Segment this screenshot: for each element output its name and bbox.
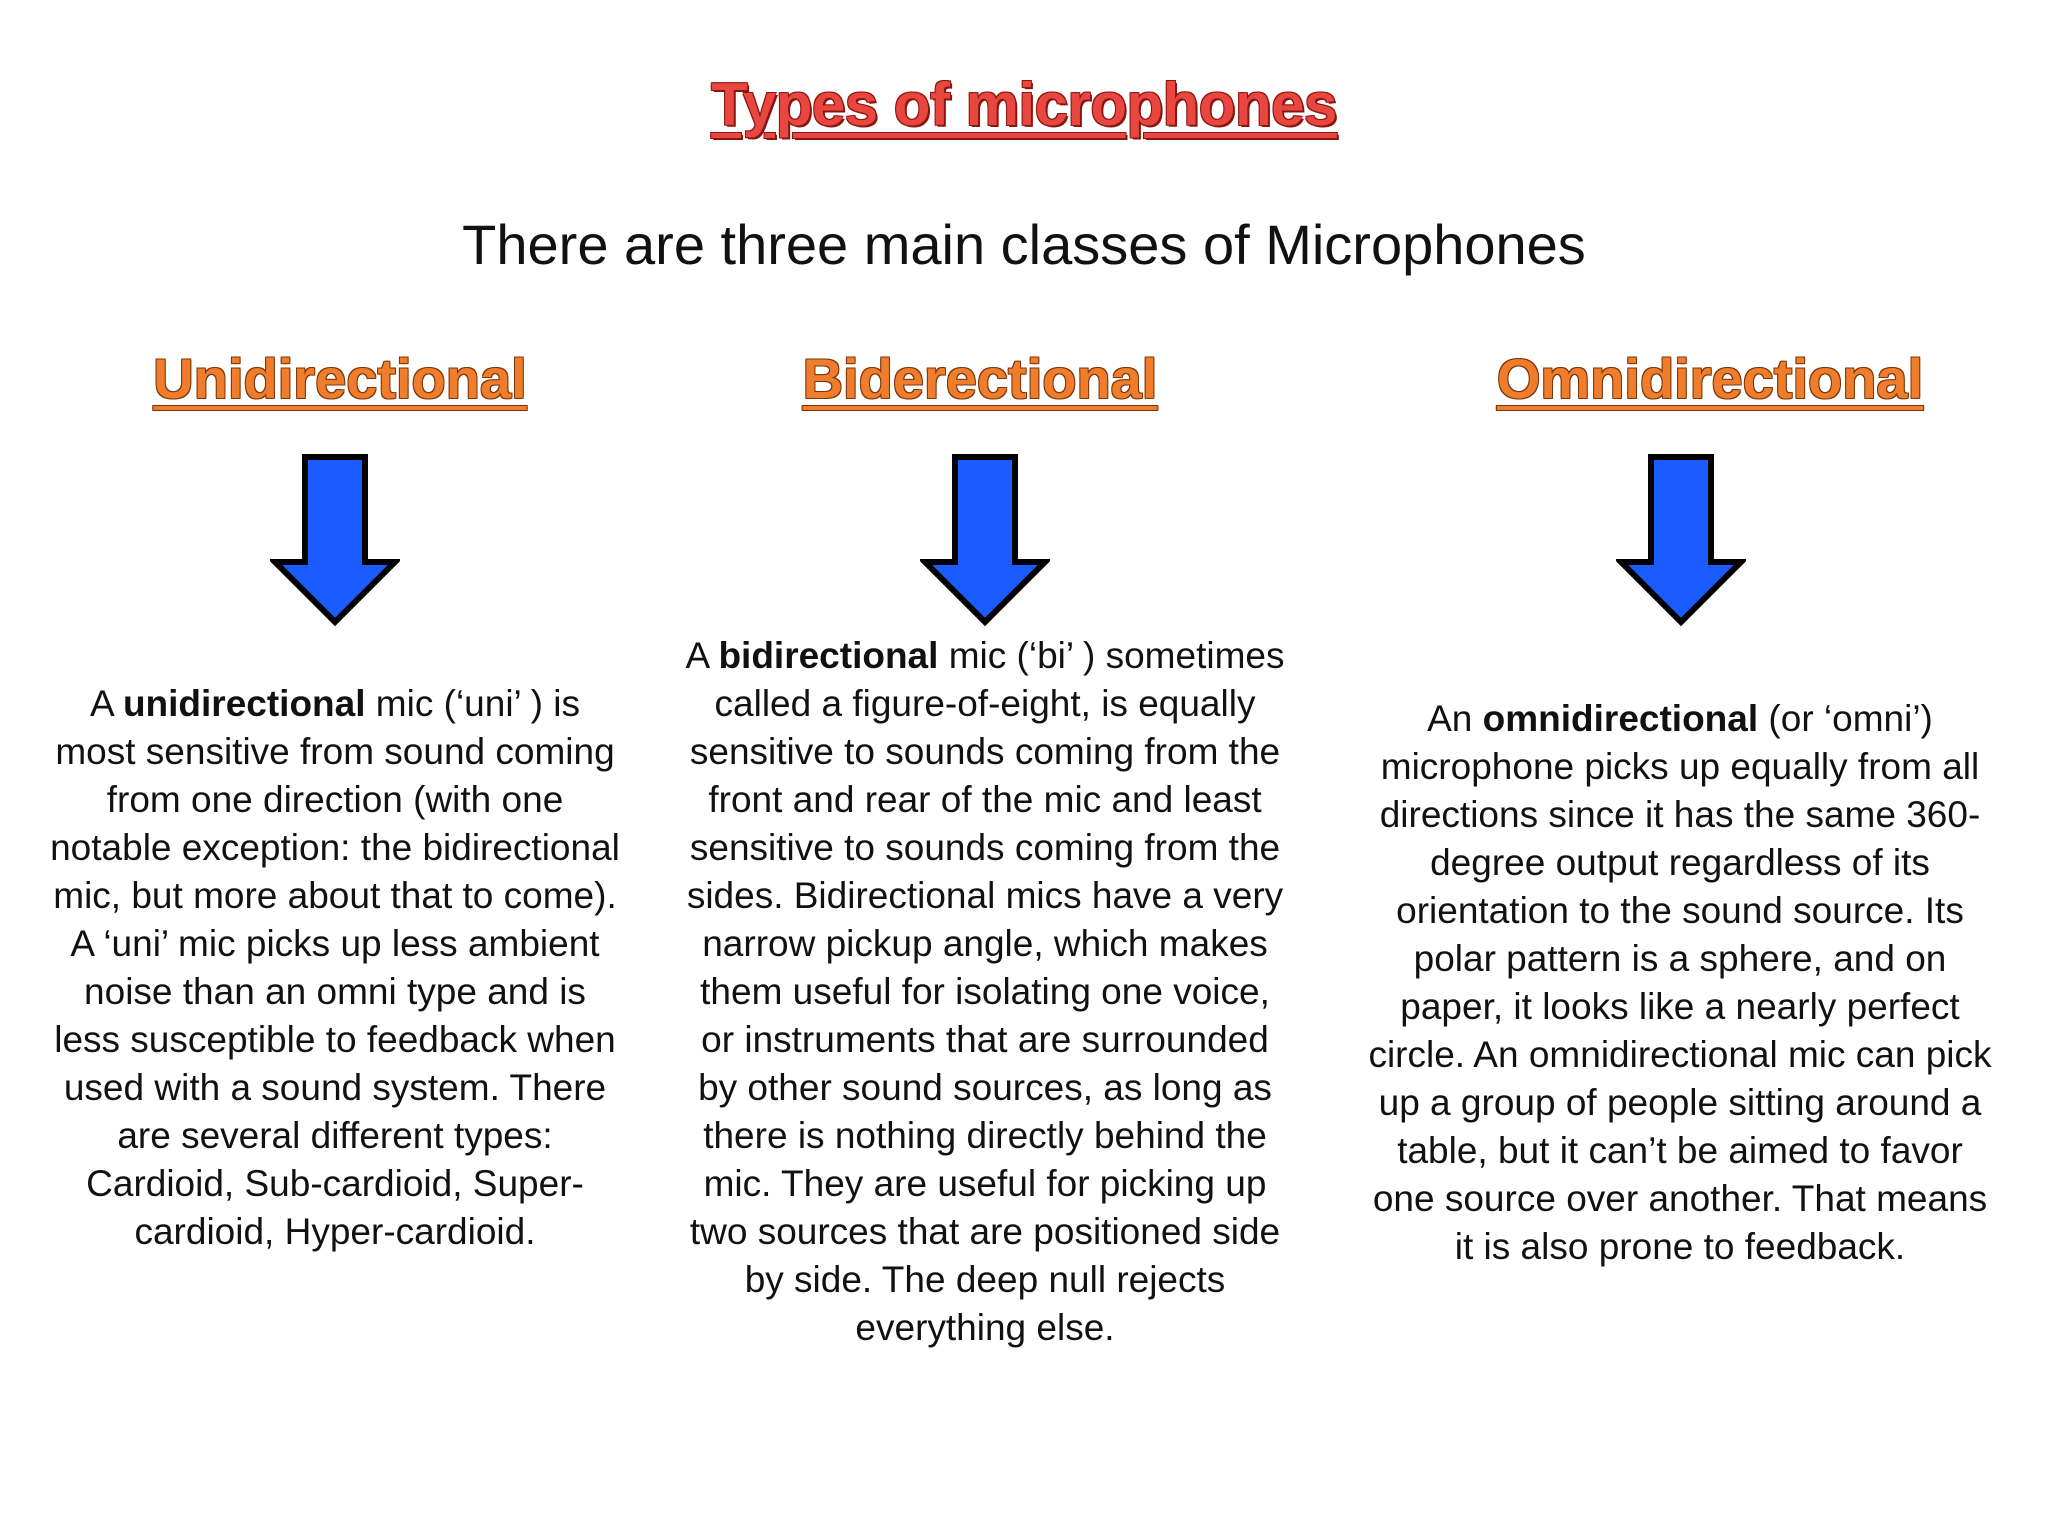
- down-arrow-icon: [270, 454, 400, 626]
- down-arrow-icon: [920, 454, 1050, 626]
- description-lead: A: [90, 683, 123, 724]
- down-arrow-icon: [1616, 454, 1746, 626]
- description-term: bidirectional: [718, 635, 939, 676]
- description-omnidirectional: [1365, 695, 1995, 1271]
- description-lead: A: [685, 635, 719, 676]
- description-unidirectional: [50, 680, 620, 1256]
- description-bidirectional: [680, 632, 1290, 1352]
- description-rest: mic (‘bi’ ) sometimes called a figure-of-eight, is equally sensitive to sounds coming from the front and rear of the mic and least sensitive to sounds coming from the sides. Bidirectional mics have a very narrow pickup angle, which makes them useful for isolating one voice, or instruments that are surrounded by other sound sources, as long as there is nothing directly behind the mic. They are useful for picking up two sources that are positioned side by side. The deep null rejects everything else.: [686, 635, 1285, 1348]
- description-lead: An: [1427, 698, 1483, 739]
- description-rest: mic (‘uni’ ) is most sensitive from sound coming from one direction (with one notable exception: the bidirectional mic, but more about that to come). A ‘uni’ mic picks up less ambient noise than an omni type and is less susceptible to feedback when used with a sound system. There are several different types: Cardioid, Sub-cardioid, Super-cardioid, Hyper-cardioid.: [50, 683, 620, 1252]
- description-rest: (or ‘omni’) microphone picks up equally from all directions since it has the same 360-degree output regardless of its orientation to the sound source. Its polar pattern is a sphere, and on paper, it looks like a nearly perfect circle. An omnidirectional mic can pick up a group of people sitting around a table, but it can’t be aimed to favor one source over another. That means it is also prone to feedback.: [1368, 698, 1992, 1267]
- description-term: unidirectional: [122, 683, 366, 724]
- heading-bidirectional: Biderectional: [802, 347, 1158, 410]
- description-term: omnidirectional: [1482, 698, 1759, 739]
- slide-title: Types of microphones: [711, 71, 1337, 138]
- heading-omnidirectional: Omnidirectional: [1496, 347, 1924, 410]
- slide-subtitle: There are three main classes of Microphones: [462, 213, 1586, 276]
- heading-unidirectional: Unidirectional: [153, 347, 527, 410]
